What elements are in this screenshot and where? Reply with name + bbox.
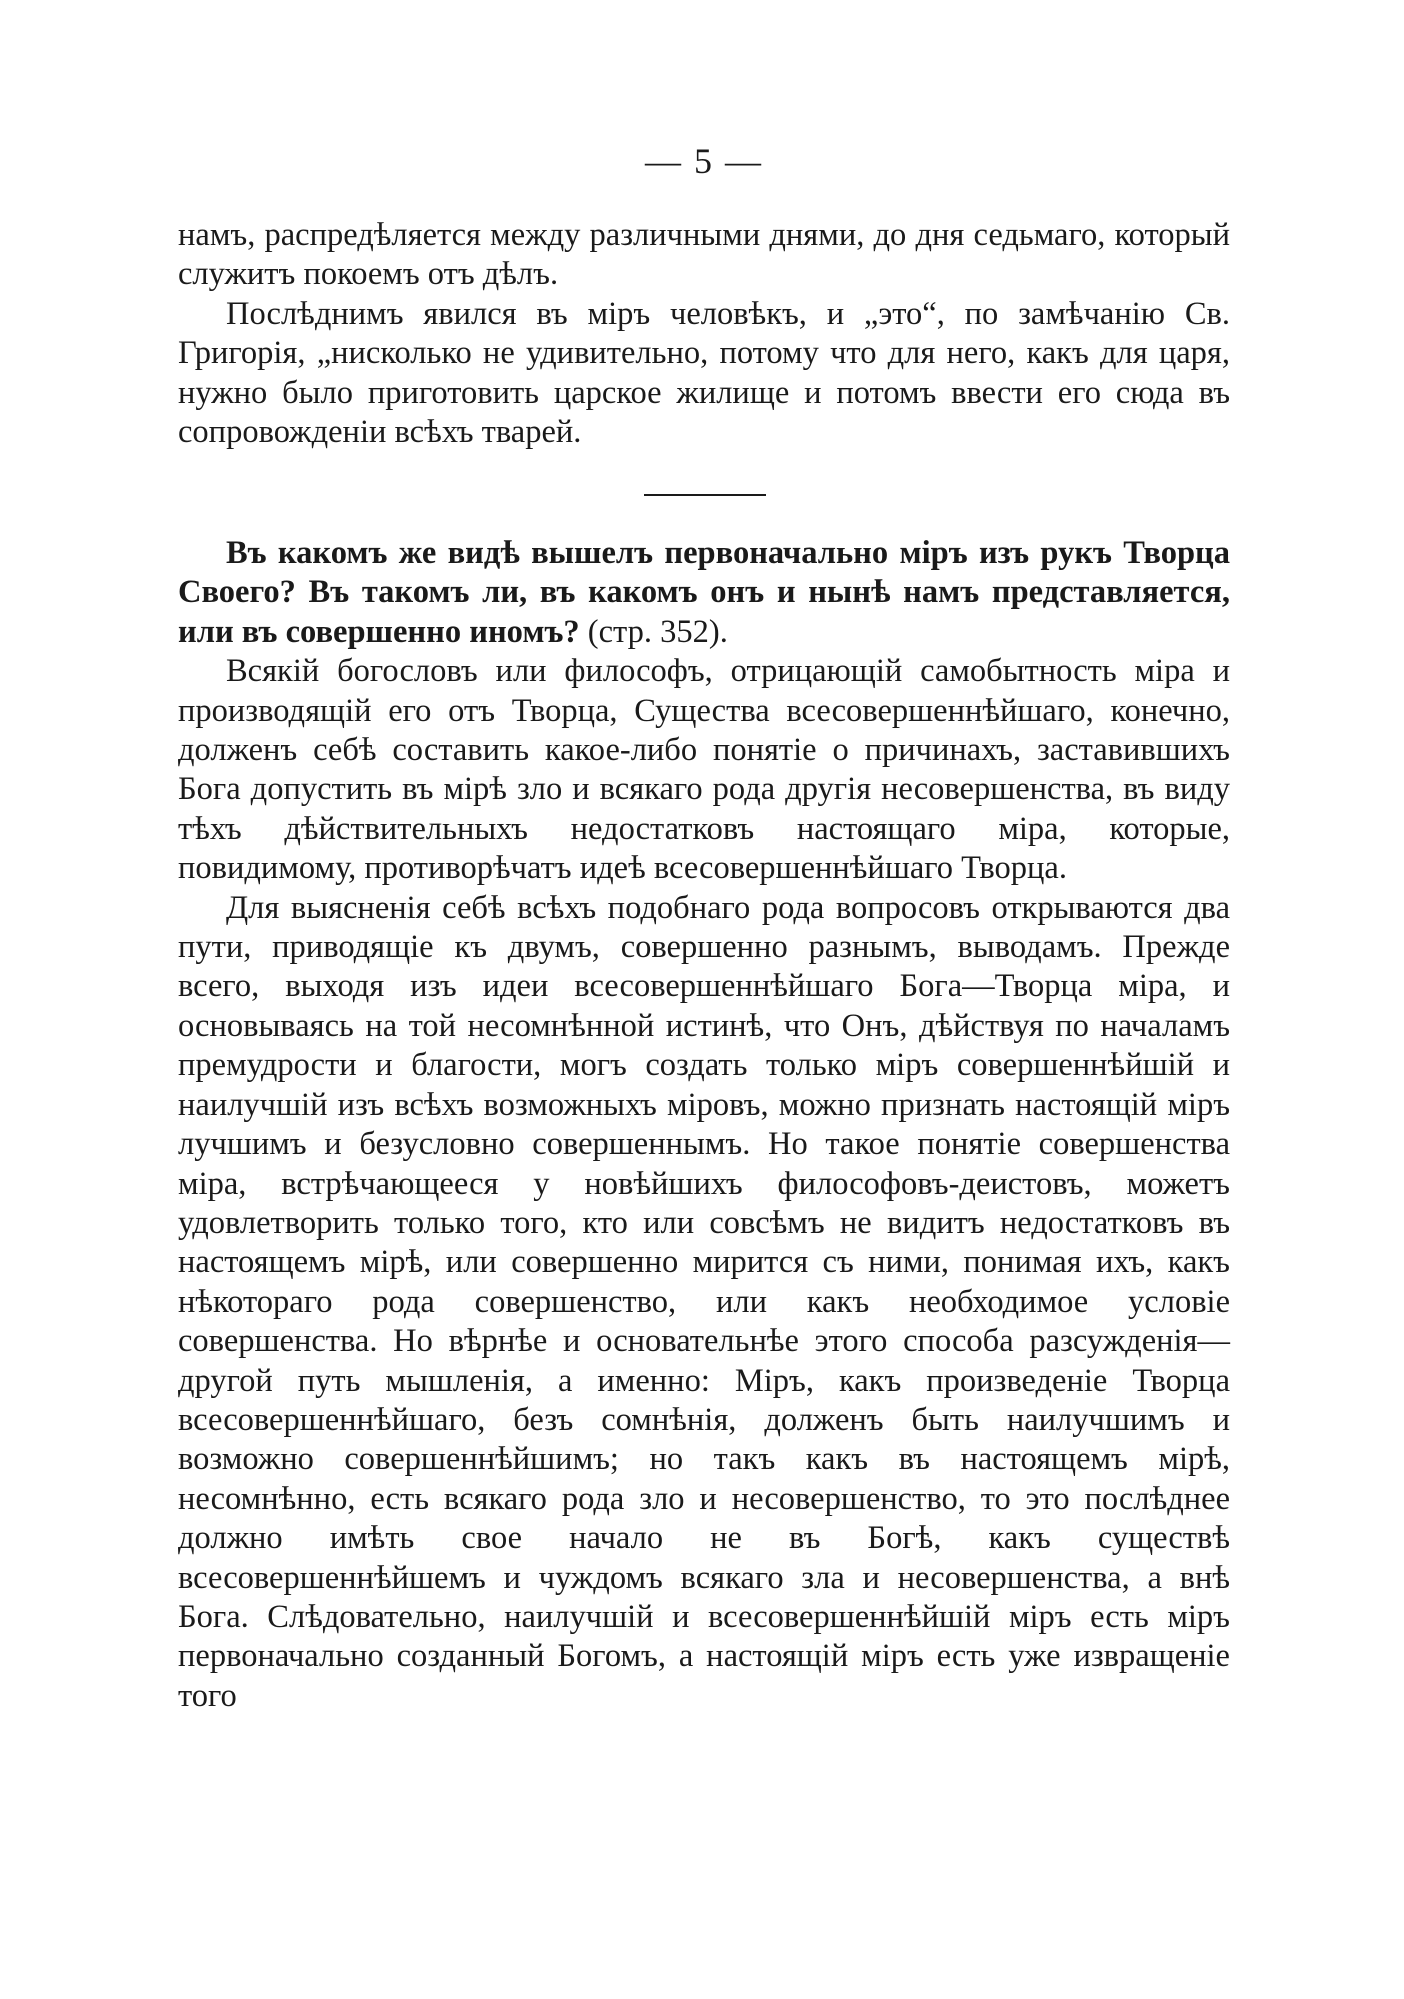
paragraph: Послѣднимъ явился въ міръ человѣкъ, и „это“, по замѣчанію Св. Григорія, „нисколько не удивительно, потому что для него, какъ для царя, нужно было приготовить царское жилище и потомъ ввести его сюда въ сопровожденіи всѣхъ тварей.	[178, 295, 1230, 451]
top-section	[178, 216, 1230, 452]
page-number: — 5 —	[645, 141, 763, 181]
question-heading	[178, 534, 1230, 652]
page-reference: (стр. 352).	[587, 613, 728, 650]
section-separator	[644, 494, 766, 496]
question-section	[178, 534, 1230, 1716]
paragraph-continuation: намъ, распредѣляется между различными днями, до дня седьмаго, который служитъ покоемъ отъ дѣлъ.	[178, 217, 1230, 293]
paragraph: Для выясненія себѣ всѣхъ подобнаго рода вопросовъ открываются два пути, приводящіе къ двумъ, совершенно разнымъ, выводамъ. Прежде всего, выходя изъ идеи всесовершеннѣйшаго Бога—Творца міра, и основываясь на той несомнѣнной истинѣ, что Онъ, дѣйствуя по началамъ премудрости и благости, могъ создать только міръ совершеннѣйшій и наилучшій изъ всѣхъ возможныхъ міровъ, можно признать настоящій міръ лучшимъ и безусловно совершеннымъ. Но такое понятіе совершенства міра, встрѣчающееся у новѣйшихъ философовъ-деистовъ, можетъ удовлетворить только того, кто или совсѣмъ не видитъ недостатковъ въ настоящемъ мірѣ, или совершенно мирится съ ними, понимая ихъ, какъ нѣкотораго рода совершенство, или какъ необходимое условіе совершенства. Но вѣрнѣе и основательнѣе этого способа разсужденія—другой путь мышленія, а именно: Міръ, какъ произведеніе Творца всесовершеннѣйшаго, безъ сомнѣнія, долженъ быть наилучшимъ и возможно совершеннѣйшимъ; но такъ какъ въ настоящемъ мірѣ, несомнѣнно, есть всякаго рода зло и несовершенство, то это послѣднее должно имѣть свое начало не въ Богѣ, какъ существѣ всесовершеннѣйшемъ и чуждомъ всякаго зла и несовершенства, а внѣ Бога. Слѣдовательно, наилучшій и всесовершеннѣйшій міръ есть міръ первоначально созданный Богомъ, а настоящій міръ есть уже извращеніе того	[178, 889, 1230, 1714]
question-text: Въ какомъ же видѣ вышелъ первоначально міръ изъ рукъ Творца Своего? Въ такомъ ли, въ какомъ онъ и нынѣ намъ представляется, или въ совершенно иномъ?	[178, 535, 1230, 650]
paragraph: Всякій богословъ или философъ, отрицающій самобытность міра и производящій его отъ Творца, Существа всесовершеннѣйшаго, конечно, долженъ себѣ составить какое-либо понятіе о причинахъ, заставившихъ Бога допустить въ мірѣ зло и всякаго рода другія несовершенства, въ виду тѣхъ дѣйствительныхъ недостатковъ настоящаго міра, которые, повидимому, противорѣчатъ идеѣ всесовершеннѣйшаго Творца.	[178, 653, 1230, 887]
